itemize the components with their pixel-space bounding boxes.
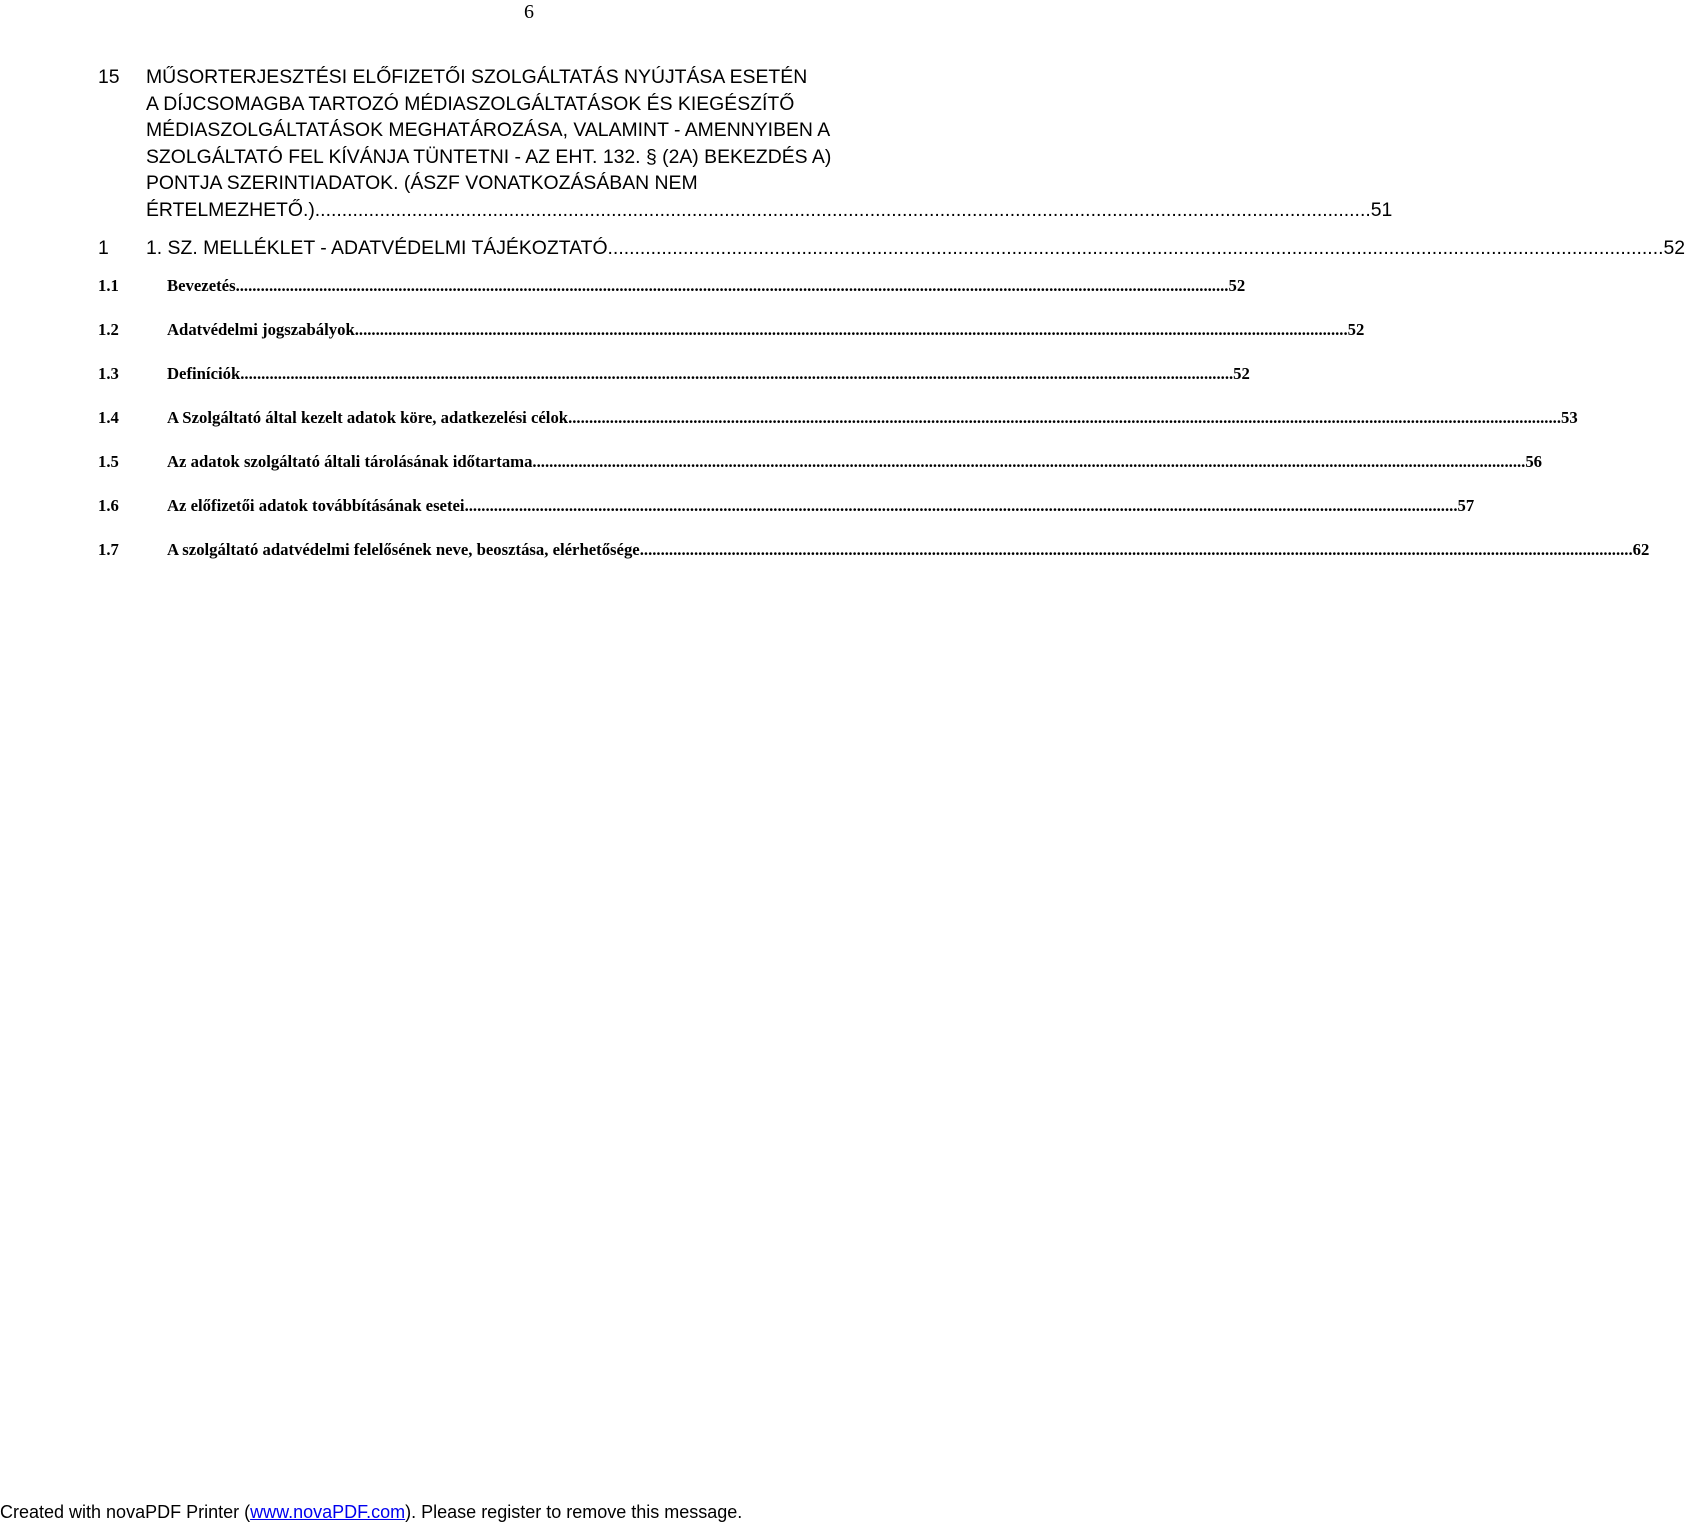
toc-entry-number: 1.6	[98, 496, 119, 516]
table-of-contents	[98, 64, 1685, 561]
toc-entry-number: 1	[98, 236, 109, 259]
pdf-watermark-footer	[0, 1500, 960, 1524]
toc-entry-15[interactable]	[98, 64, 1393, 224]
toc-entry-title-line: MŰSORTERJESZTÉSI ELŐFIZETŐI SZOLGÁLTATÁS NYÚJTÁSA ESETÉN	[146, 66, 808, 88]
toc-entry-1[interactable]	[98, 235, 1685, 262]
toc-leader-dots: ..............................................................................................................................................................................................................................................	[464, 496, 1458, 516]
toc-entry-1-3[interactable]	[98, 363, 1250, 385]
toc-entry-page: 52	[1663, 236, 1685, 259]
toc-leader-dots: ..............................................................................................................................................................................................................................................	[240, 364, 1234, 384]
toc-leader-dots: ..............................................................................................................................................................................................................................................	[568, 408, 1561, 428]
toc-entry-page: 62	[1632, 540, 1650, 560]
toc-entry-title: A Szolgáltató által kezelt adatok köre, adatkezelési célok	[167, 408, 569, 428]
toc-entry-title: Adatvédelmi jogszabályok	[167, 320, 355, 340]
toc-leader-dots: ....................................................................................................................................................................................................	[314, 198, 1371, 221]
toc-entry-title: Az adatok szolgáltató általi tárolásának időtartama	[167, 452, 533, 472]
footer-suffix: ). Please register to remove this message.	[405, 1502, 743, 1522]
toc-entry-title: Az előfizetői adatok továbbításának esetei	[167, 496, 465, 516]
toc-entry-number: 1.1	[98, 276, 119, 296]
toc-entry-number: 1.4	[98, 408, 119, 428]
toc-entry-title: Bevezetés	[167, 276, 236, 296]
toc-entry-1-7[interactable]	[98, 539, 1650, 561]
toc-entry-title-line: A DÍJCSOMAGBA TARTOZÓ MÉDIASZOLGÁLTATÁSOK ÉS KIEGÉSZÍTŐ	[146, 92, 795, 115]
toc-entry-page: 51	[1370, 198, 1393, 221]
toc-entry-page: 52	[1228, 276, 1246, 296]
novapdf-link[interactable]: www.novaPDF.com	[250, 1502, 406, 1522]
toc-entry-1-5[interactable]	[98, 451, 1543, 473]
toc-entry-number: 1.3	[98, 364, 119, 384]
toc-entry-1-2[interactable]	[98, 319, 1365, 341]
toc-entry-1-1[interactable]	[98, 275, 1246, 297]
toc-entry-1-6[interactable]	[98, 495, 1475, 517]
toc-entry-number: 1.5	[98, 452, 119, 472]
toc-entry-title-line: PONTJA SZERINTIADATOK. (ÁSZF VONATKOZÁSÁBAN NEM	[146, 172, 698, 195]
toc-leader-dots: ..............................................................................................................................................................................................................................................	[354, 320, 1348, 340]
toc-entry-number: 1.2	[98, 320, 119, 340]
toc-entry-1-4[interactable]	[98, 407, 1578, 429]
toc-entry-title: 1. SZ. MELLÉKLET - ADATVÉDELMI TÁJÉKOZTATÓ	[146, 236, 608, 259]
toc-leader-dots: ..............................................................................................................................................................................................................................................	[235, 276, 1229, 296]
toc-entry-title: Definíciók	[167, 364, 241, 384]
toc-entry-number: 1.7	[98, 540, 119, 560]
toc-entry-number: 15	[98, 66, 120, 88]
toc-entry-title: A szolgáltató adatvédelmi felelősének neve, beosztása, elérhetősége	[167, 540, 640, 560]
toc-entry-title-line: SZOLGÁLTATÓ FEL KÍVÁNJA TÜNTETNI - AZ EHT. 132. § (2A) BEKEZDÉS A)	[146, 145, 832, 168]
toc-leader-dots: ..............................................................................................................................................................................................................................................	[639, 540, 1633, 560]
toc-entry-title-line: ÉRTELMEZHETŐ.)	[146, 198, 315, 221]
toc-leader-dots: ....................................................................................................................................................................................................	[607, 236, 1664, 259]
footer-prefix: Created with novaPDF Printer (	[0, 1502, 251, 1522]
toc-entry-page: 57	[1457, 496, 1475, 516]
toc-entry-page: 56	[1525, 452, 1543, 472]
toc-entry-title-line: MÉDIASZOLGÁLTATÁSOK MEGHATÁROZÁSA, VALAMINT - AMENNYIBEN A	[146, 119, 831, 142]
page-number: 6	[524, 1, 534, 23]
toc-entry-page: 53	[1560, 408, 1578, 428]
toc-entry-page: 52	[1233, 364, 1250, 384]
toc-entry-page: 52	[1347, 320, 1365, 340]
toc-leader-dots: ..............................................................................................................................................................................................................................................	[532, 452, 1526, 472]
